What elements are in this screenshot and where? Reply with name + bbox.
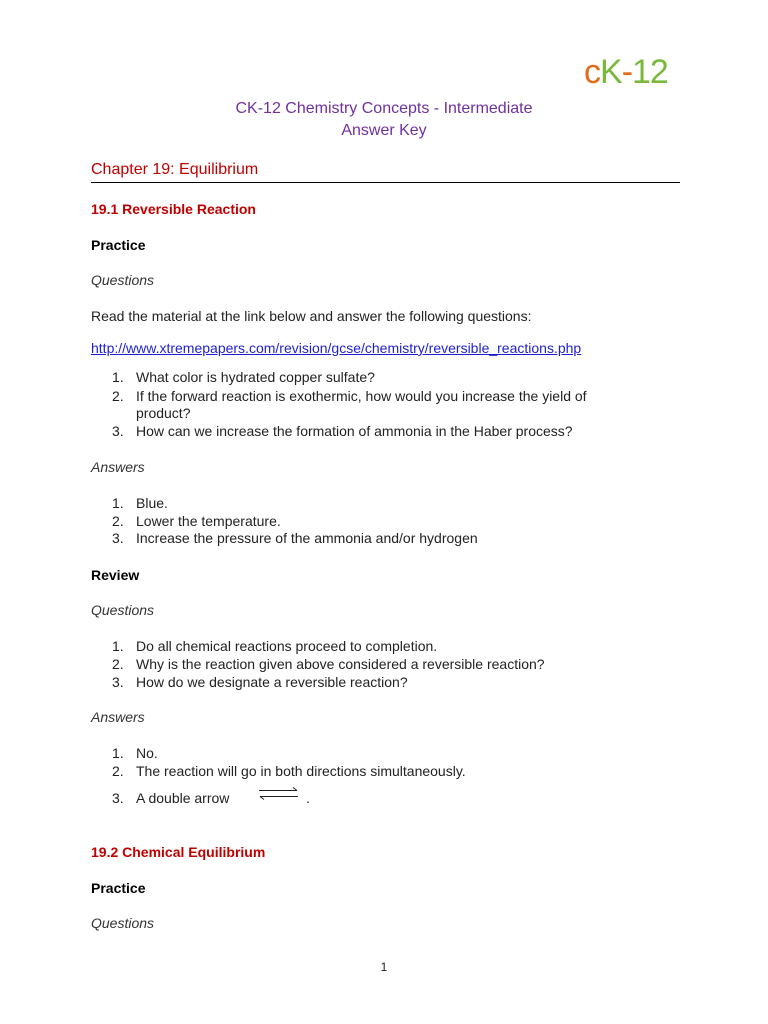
logo-dash: - <box>621 53 633 91</box>
list-number: 3. <box>112 674 124 690</box>
answers-label: Answers <box>91 459 145 475</box>
list-number: 1. <box>112 495 124 511</box>
double-arrow-icon <box>256 786 302 802</box>
section-heading: 19.2 Chemical Equilibrium <box>91 844 266 860</box>
document-subtitle: Answer Key <box>341 122 427 139</box>
list-item: Increase the pressure of the ammonia and/or hydrogen <box>136 530 478 546</box>
list-item: Do all chemical reactions proceed to completion. <box>136 638 438 654</box>
questions-label: Questions <box>91 602 155 618</box>
list-item: A double arrow <box>136 790 230 806</box>
list-item-tail: . <box>306 790 310 806</box>
logo-number: 12 <box>632 53 668 91</box>
questions-label: Questions <box>91 272 155 288</box>
document-title: CK-12 Chemistry Concepts - Intermediate <box>235 100 533 117</box>
list-number: 2. <box>112 388 124 404</box>
list-item-continuation: product? <box>136 405 191 421</box>
page-number: 1 <box>380 960 388 974</box>
section-heading: 19.1 Reversible Reaction <box>91 201 256 217</box>
answers-label: Answers <box>91 709 145 725</box>
logo-c: c <box>584 53 600 91</box>
list-number: 3. <box>112 790 124 806</box>
list-item: Why is the reaction given above considered a reversible reaction? <box>136 656 545 672</box>
list-number: 3. <box>112 530 124 546</box>
practice-heading: Practice <box>91 237 146 253</box>
list-number: 2. <box>112 513 124 529</box>
logo-k: K <box>600 53 622 91</box>
list-number: 3. <box>112 423 124 439</box>
reference-link[interactable]: http://www.xtremepapers.com/revision/gcse/chemistry/reversible_reactions.php <box>91 340 582 356</box>
list-item: What color is hydrated copper sulfate? <box>136 369 375 385</box>
list-item: Blue. <box>136 495 168 511</box>
list-number: 1. <box>112 745 124 761</box>
list-item: The reaction will go in both directions simultaneously. <box>136 763 466 779</box>
review-heading: Review <box>91 567 140 583</box>
list-item: How do we designate a reversible reaction? <box>136 674 408 690</box>
list-item: Lower the temperature. <box>136 513 281 529</box>
list-item: If the forward reaction is exothermic, how would you increase the yield of <box>136 388 587 404</box>
ck12-logo <box>584 54 668 90</box>
list-number: 2. <box>112 656 124 672</box>
list-number: 1. <box>112 369 124 385</box>
questions-label: Questions <box>91 915 155 931</box>
list-number: 2. <box>112 763 124 779</box>
practice-heading: Practice <box>91 880 146 896</box>
chapter-heading: Chapter 19: Equilibrium <box>91 161 259 178</box>
list-item: How can we increase the formation of ammonia in the Haber process? <box>136 423 573 439</box>
chapter-divider <box>91 182 680 183</box>
list-number: 1. <box>112 638 124 654</box>
intro-paragraph: Read the material at the link below and answer the following questions: <box>91 308 532 324</box>
list-item: No. <box>136 745 158 761</box>
